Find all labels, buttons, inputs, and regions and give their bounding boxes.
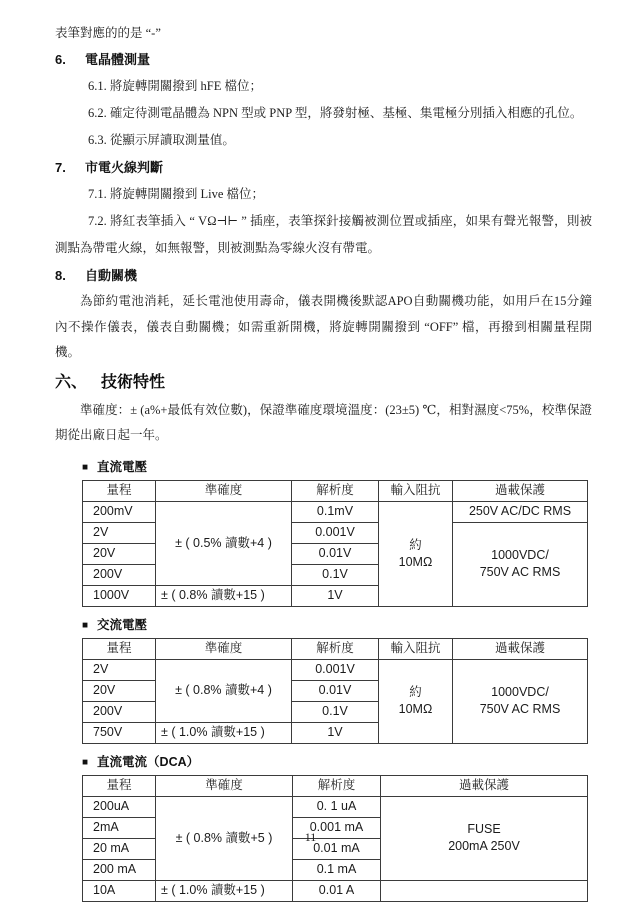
table-cell: 0.01V (292, 680, 379, 701)
table-header-cell: 準確度 (156, 638, 292, 659)
table-label-dc-current (82, 753, 592, 772)
table-cell: ± ( 0.8% 讀數+4 ) (156, 659, 292, 722)
section-number: 7. (55, 160, 66, 175)
table-cell: 20V (83, 543, 156, 564)
table-cell: 1000VDC/ 750V AC RMS (453, 522, 588, 606)
table-cell: 0. 1 uA (293, 796, 381, 817)
table-cell: ± ( 0.8% 讀數+15 ) (156, 585, 292, 606)
list-item: 6.2. 確定待測電晶體為 NPN 型或 PNP 型，將發射極、基極、集電極分別插入相應的孔位。 (88, 106, 583, 120)
table-cell: 2V (83, 522, 156, 543)
table-header-cell: 解析度 (292, 480, 379, 501)
table-cell: 0.01 mA (293, 838, 381, 859)
section-paragraph: 為節約電池消耗，延长電池使用壽命，儀表開機後默認APO自動關機功能，如用戶在15分鐘內不操作儀表，儀表自動關機；如需重新開機，將旋轉開關撥到 “OFF” 檔，再撥到相關量程開機。 (55, 294, 592, 359)
table-cell: 2V (83, 659, 156, 680)
table-header-cell: 解析度 (293, 775, 381, 796)
table-header-cell: 輸入阻抗 (379, 480, 453, 501)
table-cell: ± ( 1.0% 讀數+15 ) (156, 722, 292, 743)
table-header-row (83, 480, 588, 501)
table-header-cell: 輸入阻抗 (379, 638, 453, 659)
intro-line: 表筆對應的的是 “-” (55, 26, 161, 40)
table-cell: 約 10MΩ (379, 659, 453, 743)
section-title: 市電火線判斷 (85, 160, 164, 175)
table-cell: 0.1mV (292, 501, 379, 522)
table-header-cell: 準確度 (156, 775, 293, 796)
list-item: 6.3. 從顯示屏讀取測量值。 (88, 133, 235, 147)
table-header-cell: 過載保護 (381, 775, 588, 796)
table-cell: 1000VDC/ 750V AC RMS (453, 659, 588, 743)
table-cell: 2mA (83, 817, 156, 838)
table-cell: 200 mA (83, 859, 156, 880)
table-title: 直流電壓 (97, 459, 148, 474)
list-item: 6.1. 將旋轉開關撥到 hFE 檔位； (88, 79, 262, 93)
table-cell: 約 10MΩ (379, 501, 453, 606)
table-row (83, 659, 588, 680)
table-cell: 200V (83, 701, 156, 722)
table-cell: 200V (83, 564, 156, 585)
square-bullet-icon: ■ (82, 756, 89, 768)
section-title: 電晶體測量 (85, 52, 151, 67)
table-cell: FUSE 200mA 250V (381, 796, 588, 880)
table-cell: 0.01 A (293, 880, 381, 901)
table-cell: 200mV (83, 501, 156, 522)
table-header-cell: 過載保護 (453, 480, 588, 501)
table-cell: 1V (292, 722, 379, 743)
list-item: 7.1. 將旋轉開關撥到 Live 檔位； (88, 187, 265, 201)
table-header-cell: 量程 (83, 480, 156, 501)
square-bullet-icon: ■ (82, 461, 89, 473)
table-label-ac-voltage (82, 616, 592, 635)
chapter-title: 技術特性 (101, 373, 166, 391)
table-cell: 1000V (83, 585, 156, 606)
table-header-cell: 準確度 (156, 480, 292, 501)
table-cell: 20V (83, 680, 156, 701)
square-bullet-icon: ■ (82, 619, 89, 631)
section-title: 自動關機 (85, 268, 138, 283)
table-header-cell: 量程 (83, 775, 156, 796)
table-cell: 0.001V (292, 522, 379, 543)
table-cell: 0.001 mA (293, 817, 381, 838)
table-cell: 0.01V (292, 543, 379, 564)
table-row (83, 501, 588, 522)
table-title: 交流電壓 (97, 617, 148, 632)
list-item: 7.2. 將紅表筆插入 “ VΩ⊣⊢ ” 插座，表筆探針接觸被測位置或插座，如果有聲光報警，則被測點為帶電火線，如無報警，則被測點為零線火沒有帶電。 (55, 214, 592, 255)
table-row (83, 796, 588, 817)
table-row (83, 880, 588, 901)
section-number: 8. (55, 268, 66, 283)
table-cell: 750V (83, 722, 156, 743)
table-cell: 20 mA (83, 838, 156, 859)
section-heading-7 (55, 154, 592, 181)
table-header-cell: 過載保護 (453, 638, 588, 659)
dc-voltage-spec-table (82, 480, 588, 607)
table-cell: 0.001V (292, 659, 379, 680)
table-header-row (83, 775, 588, 796)
table-cell: 10A (83, 880, 156, 901)
table-cell: ± ( 0.8% 讀數+5 ) (156, 796, 293, 880)
table-header-cell: 量程 (83, 638, 156, 659)
table-title: 直流電流（DCA） (97, 754, 200, 769)
accuracy-note: 準確度：± (a%+最低有效位數)，保證準確度環境溫度：(23±5) ℃，相對濕度<75%，校準保證期從出廠日起一年。 (55, 402, 592, 442)
ac-voltage-spec-table (82, 638, 588, 744)
table-cell: 1V (292, 585, 379, 606)
table-cell: 0.1V (292, 701, 379, 722)
table-cell: 0.1V (292, 564, 379, 585)
table-header-cell: 解析度 (292, 638, 379, 659)
section-heading-6 (55, 46, 592, 73)
table-header-row (83, 638, 588, 659)
section-heading-8 (55, 262, 592, 289)
table-label-dc-voltage (82, 458, 592, 477)
table-cell: 250V AC/DC RMS (453, 501, 588, 522)
table-cell (381, 880, 588, 901)
table-cell: ± ( 1.0% 讀數+15 ) (156, 880, 293, 901)
table-cell: ± ( 0.5% 讀數+4 ) (156, 501, 292, 585)
section-number: 6. (55, 52, 66, 67)
chapter-heading (55, 368, 592, 398)
table-cell: 0.1 mA (293, 859, 381, 880)
chapter-number: 六、 (55, 373, 88, 391)
table-cell: 200uA (83, 796, 156, 817)
page-number: 11 (304, 830, 317, 844)
